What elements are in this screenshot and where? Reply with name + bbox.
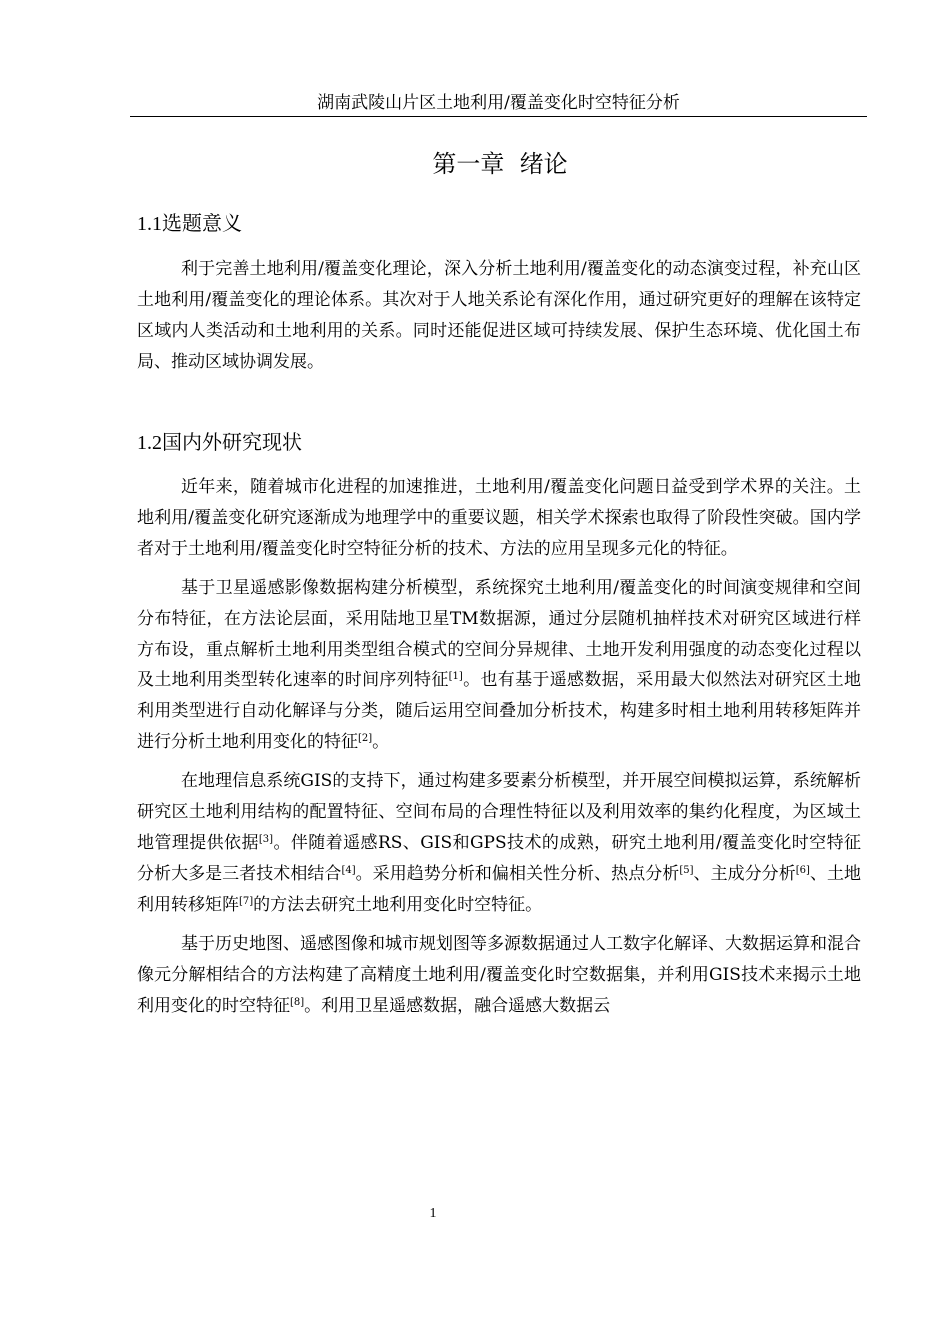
citation-ref[interactable]: [7] — [239, 895, 254, 907]
paragraph: 利于完善土地利用/覆盖变化理论，深入分析土地利用/覆盖变化的动态演变过程，补充山区土地利用/覆盖变化的理论体系。其次对于人地关系论有深化作用，通过研究更好的理解在该特定区域内人类活动和土地利用的关系。同时还能促进区域可持续发展、保护生态环境、优化国土布局、推动区域协调发展。 — [137, 259, 861, 372]
section-number: 1.2 — [137, 432, 162, 454]
section-title: 选题意义 — [162, 211, 242, 235]
chapter-title: 第一章 绪论 — [432, 150, 568, 178]
citation-ref[interactable]: [4] — [341, 864, 356, 876]
section-1-1-body — [137, 254, 861, 378]
paragraph: 在地理信息系统GIS的支持下，通过构建多要素分析模型，并开展空间模拟运算，系统解析研究区土地利用结构的配置特征、空间布局的合理性特征以及利用效率的集约化程度，为区域土地管理提供依据[3]。伴随着遥感RS、GIS和GPS技术的成熟，研究土地利用/覆盖变化时空特征分析大多是三者技术相结合[4]。采用趋势分析和偏相关性分析、热点分析[5]、主成分分析[6]、土地利用转移矩阵[7]的方法去研究土地利用变化时空特征。 — [137, 771, 862, 915]
page-number: 1 — [429, 1206, 437, 1221]
paragraph: 近年来，随着城市化进程的加速推进，土地利用/覆盖变化问题日益受到学术界的关注。土地利用/覆盖变化研究逐渐成为地理学中的重要议题，相关学术探索也取得了阶段性突破。国内学者对于土地利用/覆盖变化时空特征分析的技术、方法的应用呈现多元化的特征。 — [137, 477, 861, 559]
citation-ref[interactable]: [3] — [258, 833, 274, 845]
section-heading-1-2 — [137, 428, 302, 457]
paragraph: 基于卫星遥感影像数据构建分析模型，系统探究土地利用/覆盖变化的时间演变规律和空间分布特征，在方法论层面，采用陆地卫星TM数据源，通过分层随机抽样技术对研究区域进行样方布设，重点解析土地利用类型组合模式的空间分异规律、土地开发利用强度的动态变化过程以及土地利用类型转化速率的时间序列特征[1]。也有基于遥感数据，采用最大似然法对研究区土地利用类型进行自动化解译与分类，随后运用空间叠加分析技术，构建多时相土地利用转移矩阵并进行分析土地利用变化的特征[2]。 — [137, 577, 862, 753]
section-1-2-body — [137, 472, 861, 1021]
citation-ref[interactable]: [8] — [290, 996, 305, 1008]
running-title: 湖南武陵山片区土地利用/覆盖变化时空特征分析 — [317, 93, 680, 113]
citation-ref[interactable]: [1] — [448, 671, 463, 683]
paragraph: 基于历史地图、遥感图像和城市规划图等多源数据通过人工数字化解译、大数据运算和混合像元分解相结合的方法构建了高精度土地利用/覆盖变化时空数据集，并利用GIS技术来揭示土地利用变化的时空特征[8]。利用卫星遥感数据，融合遥感大数据云 — [137, 933, 861, 1016]
citation-ref[interactable]: [2] — [358, 733, 373, 745]
citation-ref[interactable]: [6] — [795, 864, 810, 876]
running-header — [130, 90, 867, 117]
citation-ref[interactable]: [5] — [679, 864, 694, 876]
section-heading-1-1 — [137, 209, 242, 238]
section-number: 1.1 — [137, 213, 162, 235]
section-title: 国内外研究现状 — [162, 430, 302, 454]
